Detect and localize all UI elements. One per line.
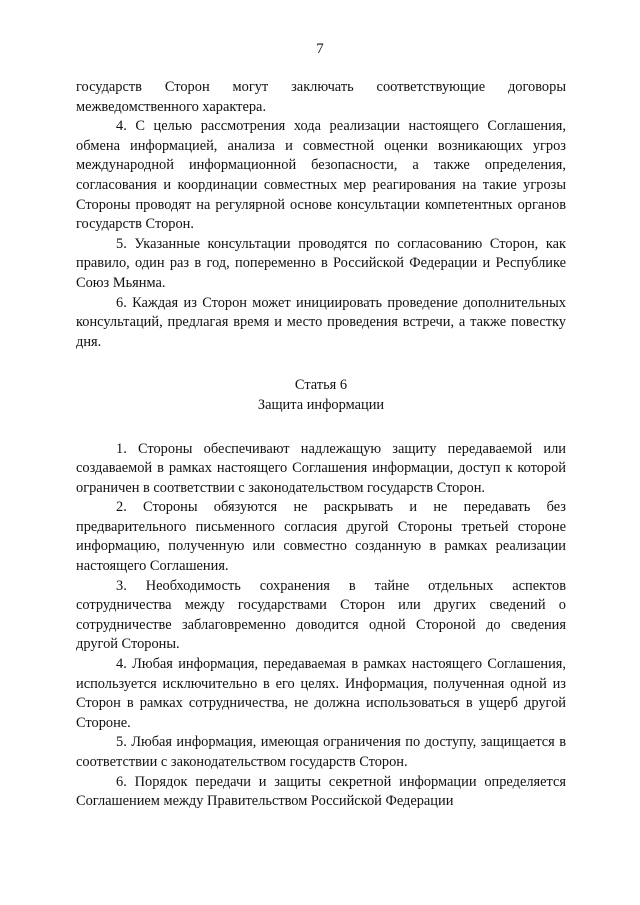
article-paragraphs <box>76 440 566 812</box>
paragraph: 5. Указанные консультации проводятся по согласованию Сторон, как правило, один раз в год, попеременно в Российской Федерации и Республике Союз Мьянма. <box>76 235 566 291</box>
article-heading <box>76 376 566 415</box>
paragraph: 2. Стороны обязуются не раскрывать и не передавать без предварительного письменного согласия другой Стороны третьей стороне информацию, полученную или совместно созданную в рамках реализации настоящего Соглашения. <box>76 499 566 575</box>
paragraph: 1. Стороны обеспечивают надлежащую защиту передаваемой или создаваемой в рамках настоящего Соглашения информации, доступ к которой ограничен в соответствии с законодательством государств Сторон. <box>76 440 566 496</box>
article-number: Статья 6 <box>294 377 348 394</box>
paragraph: 5. Любая информация, имеющая ограничения по доступу, защищается в соответствии с законодательством государств Сторон. <box>76 734 566 770</box>
paragraph: 6. Порядок передачи и защиты секретной информации определяется Соглашением между Правительством Российской Федерации <box>76 773 566 810</box>
paragraph: 6. Каждая из Сторон может инициировать проведение дополнительных консультаций, предлагая время и место проведения встречи, а также повестку дня. <box>76 294 566 350</box>
page-number: 7 <box>316 41 324 57</box>
top-paragraphs <box>76 78 566 352</box>
paragraph: 3. Необходимость сохранения в тайне отдельных аспектов сотрудничества между государствами Сторон или других сведений о сотрудничестве заблаговременно доводится одной Стороной до сведения другой Стороны. <box>76 577 566 653</box>
article-title: Защита информации <box>257 396 385 413</box>
document-body <box>76 78 566 812</box>
paragraph: 4. С целью рассмотрения хода реализации настоящего Соглашения, обмена информацией, анализа и совместной оценки возникающих угроз международной информационной безопасности, а также определения, согласования и координации совместных мер реагирования на такие угрозы Стороны проводят на регулярной основе консультации компетентных органов государств Сторон. <box>76 118 566 233</box>
paragraph: государств Сторон могут заключать соответствующие договоры межведомственного характера. <box>76 79 566 115</box>
paragraph: 4. Любая информация, передаваемая в рамках настоящего Соглашения, используется исключительно в его целях. Информация, полученная одной из Сторон в рамках сотрудничества, не должна использоваться в ущерб другой Стороне. <box>76 656 566 731</box>
